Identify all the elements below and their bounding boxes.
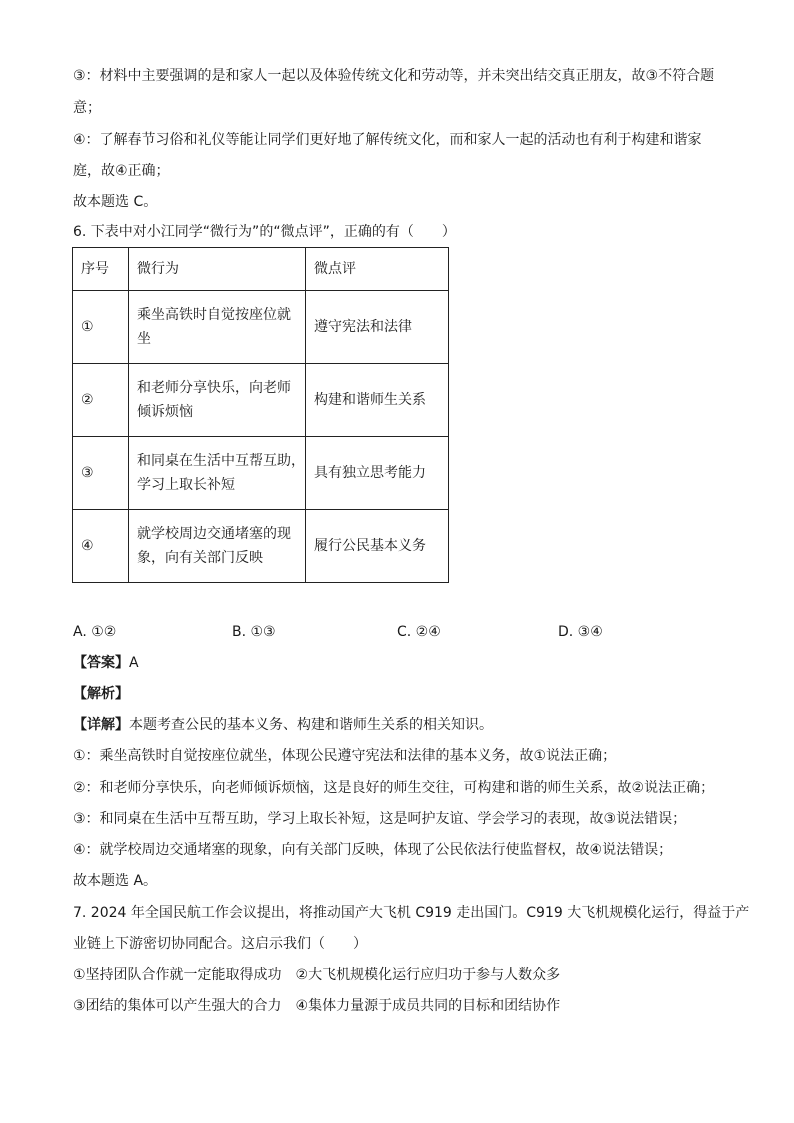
behavior-table <box>72 247 449 583</box>
row-number: ④ <box>73 510 129 583</box>
explanation-line: ④：就学校周边交通堵塞的现象，向有关部门反映，体现了公民依法行使监督权，故④说法错误； <box>73 842 673 858</box>
table-row <box>73 510 449 583</box>
row-number: ① <box>73 291 129 364</box>
conclusion-line: 故本题选 A。 <box>73 873 158 889</box>
table-row <box>73 291 449 364</box>
option-b: B. ①③ <box>232 624 276 640</box>
row-comment: 具有独立思考能力 <box>306 437 449 510</box>
detail-text: 本题考查公民的基本义务、构建和谐师生关系的相关知识。 <box>129 717 493 733</box>
detail-line <box>73 715 493 735</box>
behavior-line: 象，向有关部门反映 <box>137 550 263 566</box>
header-cell-comment: 微点评 <box>306 248 449 291</box>
statement-line: ③团结的集体可以产生强大的合力 ④集体力量源于成员共同的目标和团结协作 <box>73 998 561 1014</box>
behavior-line: 学习上取长补短 <box>137 477 235 493</box>
answer-value: A <box>129 655 139 671</box>
statement-line: ①坚持团队合作就一定能取得成功 ②大飞机规模化运行应归功于参与人数众多 <box>73 967 561 983</box>
row-comment: 履行公民基本义务 <box>306 510 449 583</box>
behavior-line: 和同桌在生活中互帮互助， <box>137 453 305 469</box>
text-line: 意； <box>73 100 101 116</box>
option-d: D. ③④ <box>558 624 603 640</box>
question-7-stem: 7. 2024 年全国民航工作会议提出，将推动国产大飞机 C919 走出国门。C919 大飞机规模化运行，得益于产 <box>73 905 750 921</box>
explanation-line: ①：乘坐高铁时自觉按座位就坐，体现公民遵守宪法和法律的基本义务，故①说法正确； <box>73 748 617 764</box>
row-number: ② <box>73 364 129 437</box>
option-c: C. ②④ <box>397 624 441 640</box>
row-number: ③ <box>73 437 129 510</box>
row-behavior <box>129 364 306 437</box>
header-cell-behavior: 微行为 <box>129 248 306 291</box>
row-behavior <box>129 437 306 510</box>
question-6-stem: 6. 下表中对小江同学“微行为”的“微点评”，正确的有（ ） <box>73 224 456 240</box>
row-behavior <box>129 510 306 583</box>
analysis-tag: 【解析】 <box>73 686 129 702</box>
detail-tag: 【详解】 <box>73 717 129 733</box>
answer-line <box>73 653 139 673</box>
text-line: ③：材料中主要强调的是和家人一起以及体验传统文化和劳动等，并未突出结交真正朋友，故③不符合题 <box>73 68 715 84</box>
table-row <box>73 437 449 510</box>
behavior-line: 和老师分享快乐，向老师 <box>137 380 291 396</box>
behavior-line: 就学校周边交通堵塞的现 <box>137 526 291 542</box>
row-behavior <box>129 291 306 364</box>
option-a: A. ①② <box>73 624 117 640</box>
explanation-line: ②：和老师分享快乐，向老师倾诉烦恼，这是良好的师生交往，可构建和谐的师生关系，故②说法正确； <box>73 780 715 796</box>
text-line: 庭，故④正确； <box>73 163 170 179</box>
behavior-line: 乘坐高铁时自觉按座位就 <box>137 307 291 323</box>
question-7-stem: 业链上下游密切协同配合。这启示我们（ ） <box>73 936 367 952</box>
answer-tag: 【答案】 <box>73 655 129 671</box>
text-line: 故本题选 C。 <box>73 194 158 210</box>
explanation-line: ③：和同桌在生活中互帮互助，学习上取长补短，这是呵护友谊、学会学习的表现，故③说法错误； <box>73 811 687 827</box>
behavior-line: 倾诉烦恼 <box>137 404 193 420</box>
behavior-line: 坐 <box>137 331 151 347</box>
row-comment: 构建和谐师生关系 <box>306 364 449 437</box>
table-header-row <box>73 248 449 291</box>
text-line: ④：了解春节习俗和礼仪等能让同学们更好地了解传统文化，而和家人一起的活动也有利于构建和谐家 <box>73 132 702 148</box>
table-row <box>73 364 449 437</box>
header-cell-number: 序号 <box>73 248 129 291</box>
row-comment: 遵守宪法和法律 <box>306 291 449 364</box>
